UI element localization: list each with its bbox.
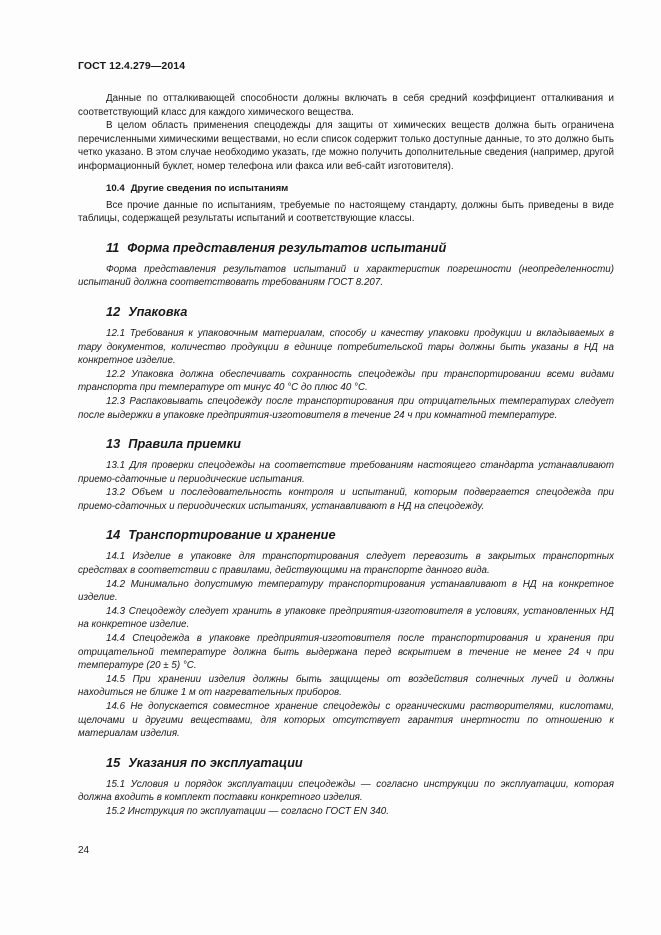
document-header-code: ГОСТ 12.4.279—2014 (78, 60, 186, 72)
subsection-heading-10-4 (106, 183, 614, 194)
paragraph: 15.2 Инструкция по эксплуатации — согласно ГОСТ EN 340. (106, 805, 389, 817)
paragraph: 13.1 Для проверки спецодежды на соответствие требованиям настоящего стандарта устанавливают приемо-сдаточные и периодические испытания. (78, 460, 614, 485)
paragraph: Данные по отталкивающей способности должны включать в себя средний коэффициент отталкивания и соответствующий класс для каждого химического вещества. (78, 93, 614, 118)
paragraph: 14.2 Минимально допустимую температуру транспортирования устанавливают в НД на конкретное изделие. (78, 578, 614, 604)
paragraph: 12.3 Распаковывать спецодежду после транспортирования при отрицательных температурах следует после выдержки в упаковке предприятия-изготовителя в течение 24 ч при комнатной температуре. (78, 395, 614, 421)
section-number: 15 (106, 754, 121, 770)
paragraph: 12.1 Требования к упаковочным материалам, способу и качеству упаковки продукции и вкладываемых в тару документов, количество продукции в единице потребительской тары должны быть указаны в НД на конкретное изделие. (78, 327, 614, 367)
section-number: 11 (106, 239, 120, 255)
section-heading-14 (106, 527, 614, 542)
section-heading-13 (106, 436, 614, 451)
section-number: 12 (106, 303, 121, 319)
section-heading-11 (106, 240, 614, 255)
paragraph: 15.1 Условия и порядок эксплуатации спецодежды — согласно инструкции по эксплуатации, которая должна входить в комплект поставки конкретного изделия. (78, 778, 614, 804)
paragraph: 14.3 Спецодежду следует хранить в упаковке предприятия-изготовителя в условиях, установленных НД на конкретное изделие. (78, 605, 614, 631)
section-heading-15 (106, 755, 614, 770)
section-title: Упаковка (128, 303, 188, 319)
section-body-12 (78, 327, 614, 422)
section-title: Правила приемки (128, 436, 241, 452)
paragraph: Форма представления результатов испытаний и характеристик погрешности (неопределенности) испытаний должна соответствовать требованиям ГОСТ 8.207. (78, 263, 614, 289)
section-body-11 (78, 263, 614, 290)
paragraph: 14.5 При хранении изделия должны быть защищены от воздействия солнечных лучей и должны находиться не ближе 1 м от нагревательных приборов. (78, 673, 614, 699)
page-number: 24 (78, 845, 90, 856)
paragraph: Все прочие данные по испытаниям, требуемые по настоящему стандарту, должны быть приведены в виде таблицы, содержащей результаты испытаний и соответствующие классы. (78, 199, 614, 225)
section-number: 13 (106, 436, 121, 452)
section-body-13 (78, 459, 614, 513)
section-title: Указания по эксплуатации (128, 754, 303, 770)
page-content (78, 92, 614, 819)
intro-block (78, 92, 614, 174)
paragraph: 12.2 Упаковка должна обеспечивать сохранность спецодежды при транспортировании всеми видами транспорта при температуре от минус 40 °С до плюс 40 °С. (78, 368, 614, 394)
paragraph: 14.6 Не допускается совместное хранение спецодежды с органическими растворителями, кислотами, щелочами и другими веществами, для которых отсутствует гарантия инертности по отношению к материалам изделия. (78, 701, 614, 740)
paragraph: 14.4 Спецодежда в упаковке предприятия-изготовителя после транспортирования и хранения при отрицательной температуре должна быть выдержана перед вскрытием в течение не менее 24 ч при температуре (20 ± 5) °С. (78, 633, 614, 672)
section-heading-12 (106, 304, 614, 319)
section-body-14 (78, 550, 614, 740)
section-number: 14 (106, 527, 121, 543)
subsection-title: Другие сведения по испытаниям (130, 182, 289, 194)
paragraph: В целом область применения спецодежды для защиты от химических веществ должна быть ограничена перечисленными химическими веществами, но если список содержит только доступные данные, то это должно быть четко указано. В этом случае необходимо указать, где можно получить дополнительные сведения (например, другой информационный буклет, номер телефона или факса или веб-сайт изготовителя). (78, 120, 614, 172)
subsection-number: 10.4 (106, 182, 125, 194)
section-body-15 (78, 778, 614, 819)
paragraph: 14.1 Изделие в упаковке для транспортирования следует перевозить в закрытых транспортных средствах в соответствии с правилами, действующими на транспорте данного вида. (78, 551, 614, 577)
section-title: Транспортирование и хранение (128, 527, 336, 543)
section-title: Форма представления результатов испытаний (127, 239, 447, 255)
paragraph: 13.2 Объем и последовательность контроля и испытаний, которым подвергается спецодежда при приемо-сдаточных и периодических испытаниях, устанавливают в НД на спецодежду. (78, 487, 614, 512)
